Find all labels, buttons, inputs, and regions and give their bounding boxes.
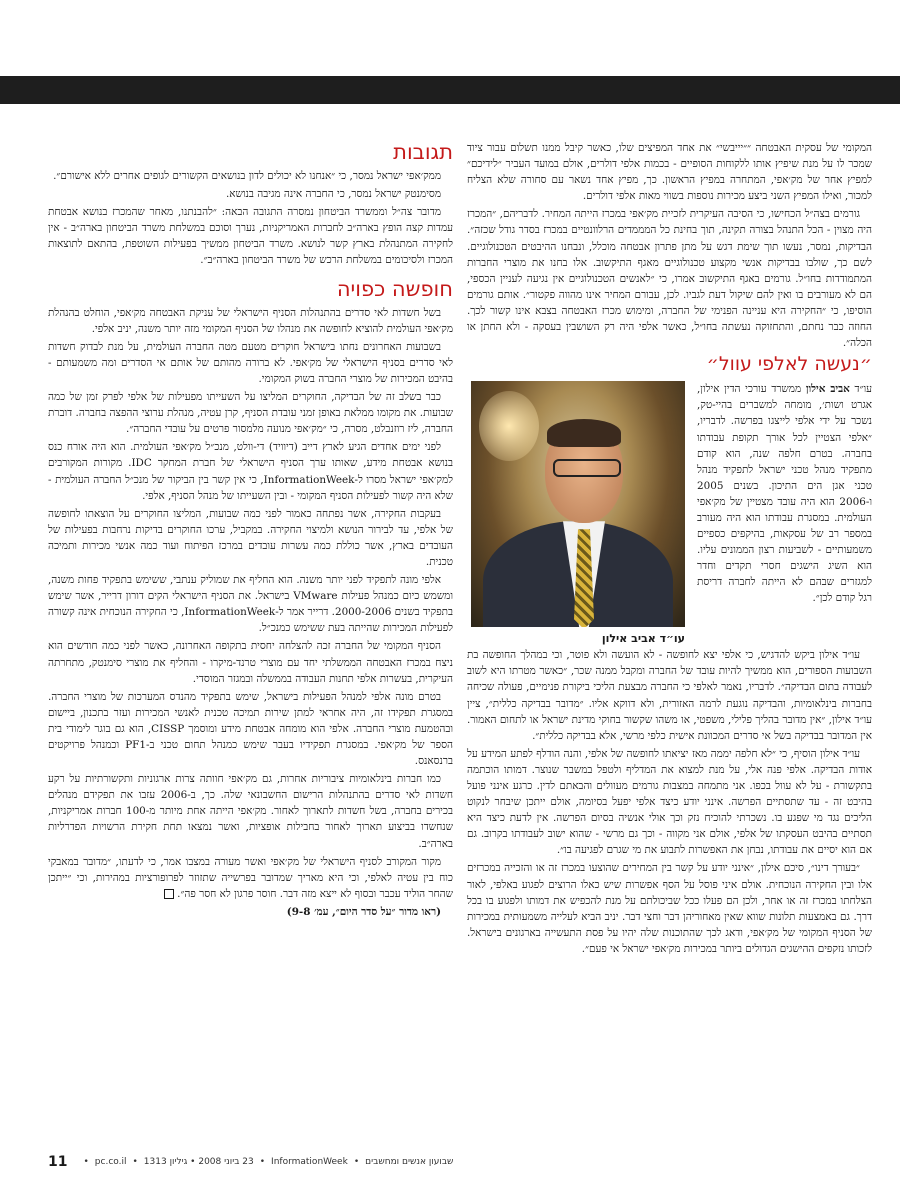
paragraph: ״בעורך דינו״, סיכם אילון, ״אינני יודע על קשר בין המחירים שהוצעו במכרז זה או והזכייה במכרזים אלו ובין החקירה הנוכחית. אולם איני פוסל על הסף אפשרות שיש כאלו הרוצים לפגוע באלפי, לאור הצלחתו במכרז זה או אחר, ולכן הם פעלו ככל שביכולתם על מנת להכפיש את דמותו ולפגוע בו בכל דרך. גם באמצעות תלונות שווא שאין מאחוריהן דבר וחצי דבר. יניב הביא לעלייה משמעותית במכירות של הסניף המקומי של מק׳אפי, ודאג לכך שהתוכנות שלה יהיו על פסת התעשייה בארגונים בישראל. לזכותו נזקפים ההישגים הגדולים ביותר במכירות מק׳אפי ישראל אי פעם״. xyxy=(467,862,872,955)
end-mark-icon xyxy=(164,889,174,899)
response-paragraph: מסימנטק ישראל נמסר, כי החברה אינה מגיבה בנושא. xyxy=(226,188,441,201)
response-paragraph: מדובר צה״ל וממשרד הביטחון נמסרה התגובה הבאה: ״להבנתנו, מאחר שהמכרז בנושא אבטחת עמדות קצה הופץ בארה״ב לחברות האמריקניות, נערך וסוכם במשלחת משרד הביטחון בארה״ב - אין לחקירה המתנהלת בארץ קשר לנושא. משרד הביטחון ממשיך בפעילות השוטפת, בהתאם לתוצאות המכרז ולסיכומים במשלחת הרכש של משרד הביטחון בארה״ב״. xyxy=(48,206,453,267)
page-footer: 11 • pc.co.il • 23 ביוני 2008 • גיליון 1313 • InformationWeek • שבועון אנשים ומחשבים xyxy=(48,1154,454,1170)
person-name: אביב אילון xyxy=(805,383,850,396)
footer-site: pc.co.il xyxy=(94,1157,127,1167)
footer-issue: 23 ביוני 2008 • גיליון 1313 xyxy=(143,1157,254,1167)
paragraph: עו״ד אילון ביקש להדגיש, כי אלפי יצא לחופשה - לא הועשה ולא פוטר, וכי במהלך החופשה בת השבועות הספורים, הוא ממשיך להיות עובד של החברה ומקבל ממנה שכר, ״כאשר מטרתו היא לשוב לעבודה בתום הבדיקה״. לדבריו, נאמר לאלפי כי החברה מבצעת הליכי ביקורת פנימיים, פעולה שכיחה בחברות בינלאומיות, והבדיקה נוגעת לרמה האזורית, ולא דווקא אליו. ״מדובר בבדיקה כללית״, ציין עו״ד אילון, ״אין מדובר בהליך פלילי, משפטי, או משהו שקשור בחוקי מדינת ישראל או לתחום האמור. אין המדובר בבדיקה בשל אי סדרים המכוונת אישית כלפי מרשי, אלא בבדיקה כללית״. xyxy=(467,649,872,742)
photo-block xyxy=(467,381,685,646)
paragraph: בשל חשדות לאי סדרים בהתנהלות הסניף הישראלי של עניקת האבטחה מק׳אפי, הוחלט בהנהלת מק׳אפי העולמית להוציא לחופשה את מנהלו של הסניף המקומי מזה יותר משנה, יניב אלפי. xyxy=(48,306,453,335)
paragraph: כבר בשלב זה של הבדיקה, החוקרים המליצו על השעייתו מפעילות של אלפי לפרק זמן של כמה שבועות. את מקומו ממלאת באופן זמני עובדת הסניף, קרן עטיה, מנהלת ערוצי ההפצה בחברה. דוברת החברה, ליז רוזנבלט, מסרה, כי ״מק׳אפי מנועה מלמסור פרטים על עובדי החברה״. xyxy=(48,391,453,436)
page-number: 11 xyxy=(48,1154,68,1170)
text-run: ממשרד עורכי הדין אילון, אגרט ושות׳, מומחה למשברים בהיי-טק, נשכר על ידי אלפי לייצגו בפרשה. לדבריו, ״אלפי הצטיין לכל אורך תקופת עבודתו בחברה. בטרם חלפה שנה, הוא קודם מתפקיד מנהל טכני ישראל לתפקיד מנהל טכני אגן הים התיכון. בשנים 2005 ו-2006 הוא היה עובד מצטיין של מק׳אפי העולמית. במסגרת עבודתו הוא היה מעורב במספר רב של עסקאות, בהיקפים כספיים משמעותיים - לשביעות רצון הממונים עליו. הוא השיג הישגים חסרי תקדים וחדר למגזרים שבהם לא הייתה לחברה דריסת רגל קודם לכן״. xyxy=(697,383,872,605)
portrait-photo xyxy=(471,381,685,627)
paragraph: המקומי של עסקית האבטחה ״״יייבשי״ את אחד המפיצים שלו, כאשר קיבל ממנו תשלום עבור ציוד שמכר לו על מנת שיפיץ אותו ללקוחות הסופיים - בכמות אלפי דולרים, אולם במועד העביר ״לידיכם״ למפיץ אחר של מק׳אפי, המתחרה במפיץ הראשון. כך, מפיץ אחד נשאר עם סחורה שלא הצליח למכור, ואילו המפיץ השני ביצע מכירות נוספות בשווי מאות אלפי דולרים. xyxy=(467,142,872,203)
paragraph: גורמים בצה״ל הכחישו, כי הסיבה העיקרית לזכיית מק׳אפי במכרז הייתה המחיר. לדבריהם, ״המכרז היה מצוין - הכל התנהל בצורה תקינה, תוך בחינת כל המממדים הרלוונטיים במכרז בסדר גודל שכזה״. הבדיקות, נמסר, נעשו תוך שימת דגש על מתן פתרון אבטחה מוכלל, ונבחנו ההיבטים הטכנולוגיים. לשם כך, שולבו בבדיקות אנשי מקצוע טכנולוגיים מאגף התיקשוב. אלו בחנו את מוצרי החברות המתמודדות בחו״ל. גורמים באגף התיקשוב אמרו, כי ״לאנשים הטכנולוגיים אין נגיעה לעניין הכספי, הם לא מעורבים בו ואין להם שיקול דעת לגביו. לכן, עבורם המחיר אינו מהווה פקטור״. אותם גורמים הוסיפו, כי ״החקירה היא עניינה הפנימי של החברה, ומימוש מכרז האבטחה בצבא אינו קשור לכך. החוזה כבר נחתם, והתחזוקה נעשתה בחו״ל, כאשר אלפי היה רק השושבין בעסקה - ולא החתן או הכלה״. xyxy=(467,208,872,350)
paragraph: אלפי מונה לתפקיד לפני יותר משנה. הוא החליף את שמוליק ענתבי, ששימש בתפקיד פחות משנה, ומשמש כיום כמנהל פעילות VMware בישראל. את הסניף הישראלי הקים דורון דרייר, אשר שימש בתפקיד בשנים 2000-2006. דרייר אמר ל-InformationWeek, כי החקירה הנוכחית אינה קשורה לפעילות המכירות שהייתה בעת ששימש כמנכ״ל. xyxy=(48,574,453,635)
paragraph: בטרם מונה אלפי למנהל הפעילות בישראל, שימש בתפקיד מהנדס המערכות של מוצרי החברה. במסגרת תפקידו זה, היה אחראי למתן שירות תמיכה טכנית לאנשי המכירות ועזר בתכנון, ביישום ובהטמעת מוצרי החברה. אלפי הוא מומחה אבטחת מידע ומוסמך CISSP, הוא גם בוגר לימודי בית הספר של מק׳אפי. במסגרת תפקידיו בעבר שימש כמנהל תחום טכני ב-PF1 וכמנהל פרויקטים ברנסאנס. xyxy=(48,690,453,768)
paragraph: בעקבות החקירה, אשר נפתחה כאמור לפני כמה שבועות, המליצו החוקרים על הוצאתו לחופשה של אלפי, עד לבירור הנושא ולמיצוי החקירה. במקביל, ערכו החוקרים בדיקות נרחבות בפעילות של העובדים בארץ, אשר כוללת כמה עשרות עובדים במרכז הפיתוח ועוד כמה אנשי מכירות ותמיכה טכנית. xyxy=(48,507,453,568)
text-run: עו״ד xyxy=(849,383,872,396)
footer-magazine: InformationWeek xyxy=(271,1157,348,1167)
section-heading-leave: חופשה כפויה xyxy=(336,276,453,301)
photo-caption: עו״ד אביב אילון xyxy=(601,632,685,646)
section-heading-responses: תגובות xyxy=(393,140,453,164)
paragraph: בשבועות האחרונים נחתו בישראל חוקרים מטעם מטה החברה העולמית, על מנת לבדוק חשדות לאי סדרים בסניף הישראלי של מק׳אפי. לא ברורה מהותם של אותם אי הסדרים ומה משמעותם - בהיבט המכירות של מוצרי החברה בשוק המקומי. xyxy=(48,340,453,385)
paragraph: הסניף המקומי של החברה זכה להצלחה יחסית בתקופה האחרונה, כאשר לפני כמה חודשים הוא ניצח במכרז האבטחה הממשלתי יחד עם מוצרי טרנד-מיקרו - והחליף את מוצרי סימנטק, מתחרתה העיקרית, בעשרות אלפי תחנות העבודה בממשלה ובמגזר המוסדי. xyxy=(48,640,453,685)
subheading: ״נעשה לאלפי עוול״ xyxy=(706,353,872,376)
paragraph: עו״ד אילון הוסיף, כי ״לא חלפה יממה מאז יציאתו לחופשה של אלפי, והנה הודלף לפתע המידע על אודות הבדיקה. אלפי פנה אלי, על מנת למצוא את המדליף ולטפל במשבר שנוצר. דמותו הוכתמה בתקשורת - על לא עוול בכפו. אני מתמחה במצבות גורמים מעוולים והבאתם לדין. כרגע אינני פועל בהיבט זה - עד שתסתיים הפרשה. אינני יודע כיצד אלפי יפעל בסיומה, אולם ייתכן שיבחר לנקוט הליכים נגד מי שפגע בו. נשכרתי להוכיח נזק וכך אולי אנשיה בסיום הפרשה. אין לדעת כיצד היא תסתיים בהיבט העסקתו של אלפי, אולם אני מקווה - וכך גם מרשי - שהוא ישוב לעבודתו בקרוב. גם אם הוא יסיים את עבודתו, נבחן את האפשרות לתבוע את מי שגרם לפגיעה בו״. xyxy=(467,747,872,857)
paragraph: כמו חברות בינלאומיות ציבוריות אחרות, גם מק׳אפי חוותה צרות ארגוניות ותקשורתיות על רקע חשדות לאי סדרים בהתנהלות הרישום החשבונאי שלה. כך, ב-2006 עזבו את תפקידם מנהלים בכירים בחברה, בשל חשדות לתארוך לאחור. מק׳אפי הייתה אחת מיותר מ-100 חברות אמריקניות, שנחשדו בביצוע תארוך לאחור בחבילות אופציות, ואשר נמצאו תחת חקירת הרשויות הפדרליות בארה״ב. xyxy=(48,773,453,850)
main-article-column xyxy=(467,140,872,959)
sidebar-column xyxy=(48,140,453,922)
paragraph xyxy=(48,854,453,902)
footer-publisher: שבועון אנשים ומחשבים xyxy=(365,1157,454,1167)
header-bar xyxy=(0,76,900,104)
response-paragraph: ממק׳אפי ישראל נמסר, כי ״אנחנו לא יכולים לדון בנושאים הקשורים לגופים אחרים ללא אישורם״. xyxy=(53,170,441,182)
text-run: מקור המקורב לסניף הישראלי של מק׳אפי ואשר מעורה במצבו אמר, כי לדעתו, ״מדובר במאבקי כוח בין עטיה לאלפי, וכי היא מאריך שמדובר בפרשייה שתזוזר לפרופורציות במהירות, וכי ״ייתכן שהחר הוליד עכבר ובסוף לא ייצא מזה דבר. חוסר פרגון לא חסר פה״. xyxy=(48,855,453,900)
see-also-note: (ראו מדור ״על סדר היום״, עמ׳ 9-8) xyxy=(286,905,441,918)
paragraph: לפני ימים אחדים הגיע לארץ דייב (דיוויד) די-וולט, מנכ״ל מק׳אפי העולמית. הוא היה אורח כנס בנושא אבטחת מידע, שאותו ערך הסניף הישראלי של חברת המחקר IDC. מקורות המקורבים למק׳אפי ישראל מסרו ל-InformationWeek, כי אין קשר בין הביקור של מנכ״ל החברה העולמית - שלא היה קשור לפעילות הסניף המקומי - ובין השעייתו של מנהל הסניף, אלפי. xyxy=(48,441,454,502)
